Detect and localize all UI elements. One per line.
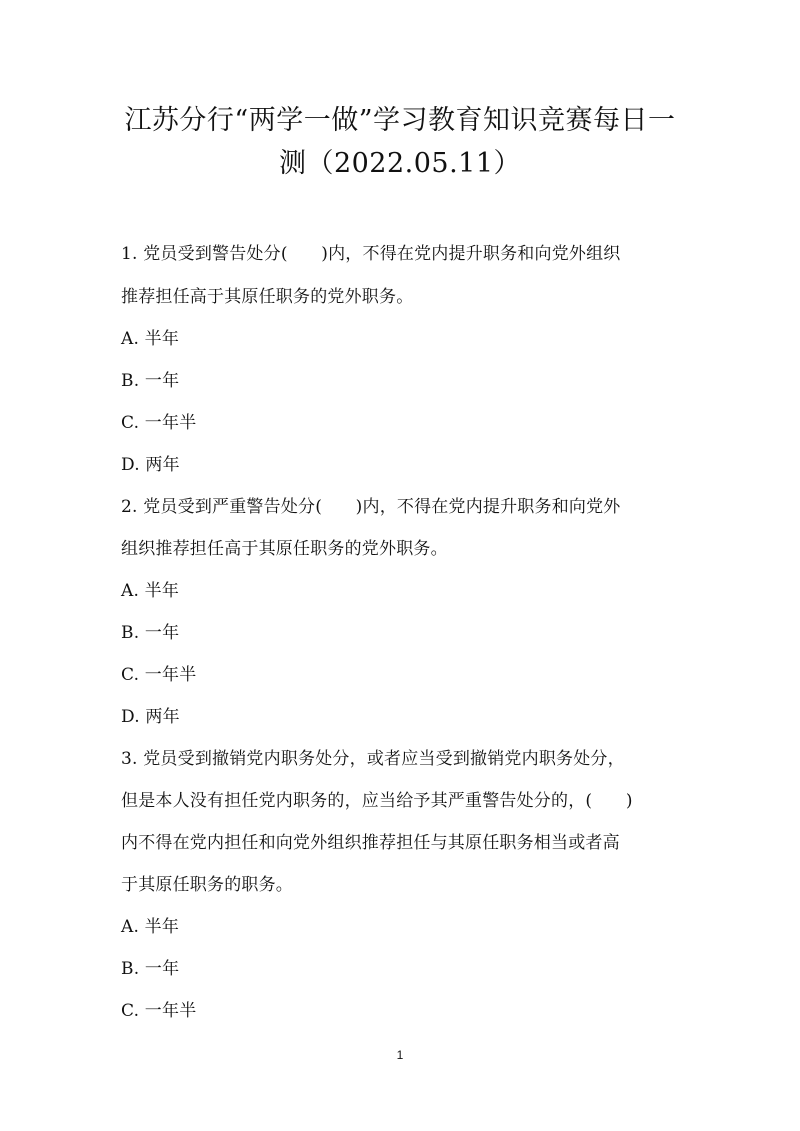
page-number: 1: [396, 1048, 404, 1062]
question-2-stem-line-1: 2. 党员受到严重警告处分( )内，不得在党内提升职务和向党外: [121, 497, 621, 517]
question-2-option-b: B. 一年: [121, 623, 180, 643]
question-3-option-b: B. 一年: [121, 959, 180, 979]
question-3-option-c: C. 一年半: [121, 1001, 197, 1021]
question-1-option-b: B. 一年: [121, 371, 180, 391]
question-1-option-d: D. 两年: [121, 455, 180, 475]
question-2-option-d: D. 两年: [121, 707, 180, 727]
question-2-stem-line-2: 组织推荐担任高于其原任职务的党外职务。: [121, 539, 448, 559]
question-3-option-a: A. 半年: [121, 917, 180, 937]
question-2-option-a: A. 半年: [121, 581, 180, 601]
question-1-stem-line-2: 推荐担任高于其原任职务的党外职务。: [121, 287, 414, 307]
question-3-stem-line-2: 但是本人没有担任党内职务的，应当给予其严重警告处分的，( ): [121, 791, 633, 811]
document-title-line-2: 测（2022.05.11）: [278, 148, 522, 179]
question-3-stem-line-4: 于其原任职务的职务。: [121, 875, 293, 895]
document-title-line-1: 江苏分行“两学一做”学习教育知识竞赛每日一: [124, 105, 676, 136]
question-3-stem-line-1: 3. 党员受到撤销党内职务处分，或者应当受到撤销党内职务处分，: [121, 749, 625, 769]
question-1-option-a: A. 半年: [121, 329, 180, 349]
question-2-option-c: C. 一年半: [121, 665, 197, 685]
question-3-stem-line-3: 内不得在党内担任和向党外组织推荐担任与其原任职务相当或者高: [121, 833, 620, 853]
question-1-stem-line-1: 1. 党员受到警告处分( )内，不得在党内提升职务和向党外组织: [121, 244, 621, 264]
question-1-option-c: C. 一年半: [121, 413, 197, 433]
